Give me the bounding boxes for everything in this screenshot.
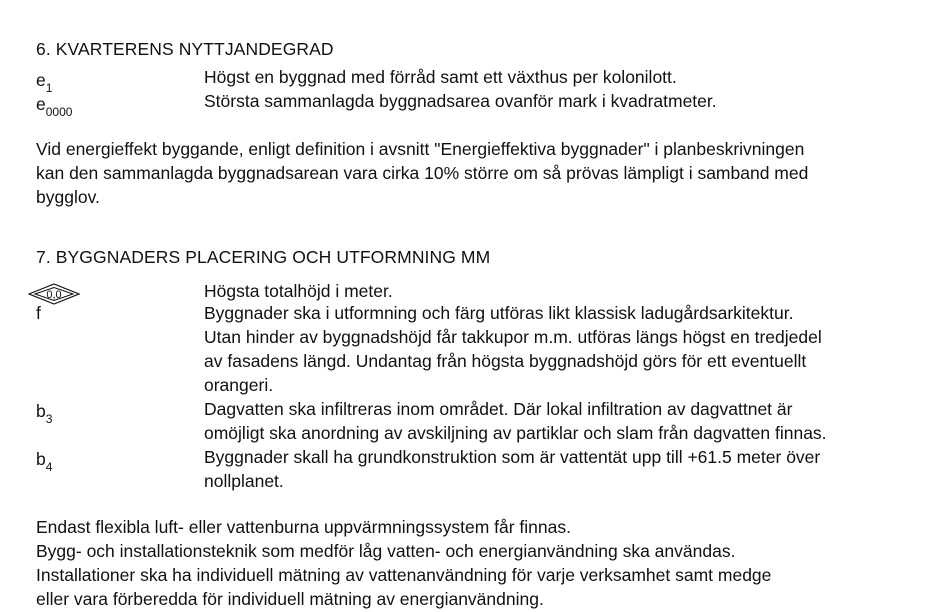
code-letter: b (36, 449, 46, 469)
code-letter: e (36, 94, 46, 114)
paragraph-line: kan den sammanlagda byggnadsarean vara cirka 10% större om så prövas lämpligt i samband med (36, 163, 809, 183)
desc-f-line: Byggnader ska i utformning och färg utföras likt klassisk ladugårdsarkitektur. (204, 303, 794, 323)
desc-height: Högsta totalhöjd i meter. (204, 281, 393, 301)
code-e0000 (36, 92, 73, 119)
footer-line: Installationer ska ha individuell mätning av vattenanvändning för varje verksamhet samt medge (36, 565, 772, 585)
height-symbol-text: 0,0 (46, 289, 62, 301)
desc-f-line: av fasadens längd. Undantag från högsta byggnadshöjd görs för ett eventuellt (204, 351, 807, 371)
code-letter: b (36, 401, 46, 421)
code-subscript: 0000 (45, 105, 73, 119)
footer-line: Endast flexibla luft- eller vattenburna uppvärmningssystem får finnas. (36, 517, 571, 537)
code-f: f (36, 303, 41, 323)
code-b3 (36, 399, 53, 426)
code-subscript: 3 (45, 412, 53, 426)
desc-e0000: Största sammanlagda byggnadsarea ovanför mark i kvadratmeter. (204, 91, 717, 111)
desc-e1: Högst en byggnad med förråd samt ett växthus per kolonilott. (204, 67, 677, 87)
desc-f-line: orangeri. (204, 375, 274, 395)
desc-b3-line: omöjligt ska anordning av avskiljning av partiklar och slam från dagvatten finnas. (204, 423, 827, 443)
desc-b3-line: Dagvatten ska infiltreras inom området. Där lokal infiltration av dagvattnet är (204, 399, 793, 419)
footer-line: Bygg- och installationsteknik som medför låg vatten- och energianvändning ska användas. (36, 541, 736, 561)
section-6-heading: 6. KVARTERENS NYTTJANDEGRAD (36, 39, 334, 59)
section-7-heading: 7. BYGGNADERS PLACERING OCH UTFORMNING MM (36, 247, 491, 267)
code-letter: e (36, 70, 46, 90)
code-subscript: 4 (45, 460, 53, 474)
paragraph-line: Vid energieffekt byggande, enligt definition i avsnitt "Energieffektiva byggnader" i planbeskrivningen (36, 139, 805, 159)
footer-line: eller vara förberedda för individuell mätning av energianvändning. (36, 589, 544, 609)
code-b4 (36, 447, 53, 474)
desc-b4-line: nollplanet. (204, 471, 284, 491)
desc-b4-line: Byggnader skall ha grundkonstruktion som är vattentät upp till +61.5 meter över (204, 447, 821, 467)
code-e1 (36, 68, 53, 95)
desc-f-line: Utan hinder av byggnadshöjd får takkupor m.m. utföras längs högst en tredjedel (204, 327, 822, 347)
paragraph-line: bygglov. (36, 187, 100, 207)
code-subscript: 1 (45, 81, 53, 95)
